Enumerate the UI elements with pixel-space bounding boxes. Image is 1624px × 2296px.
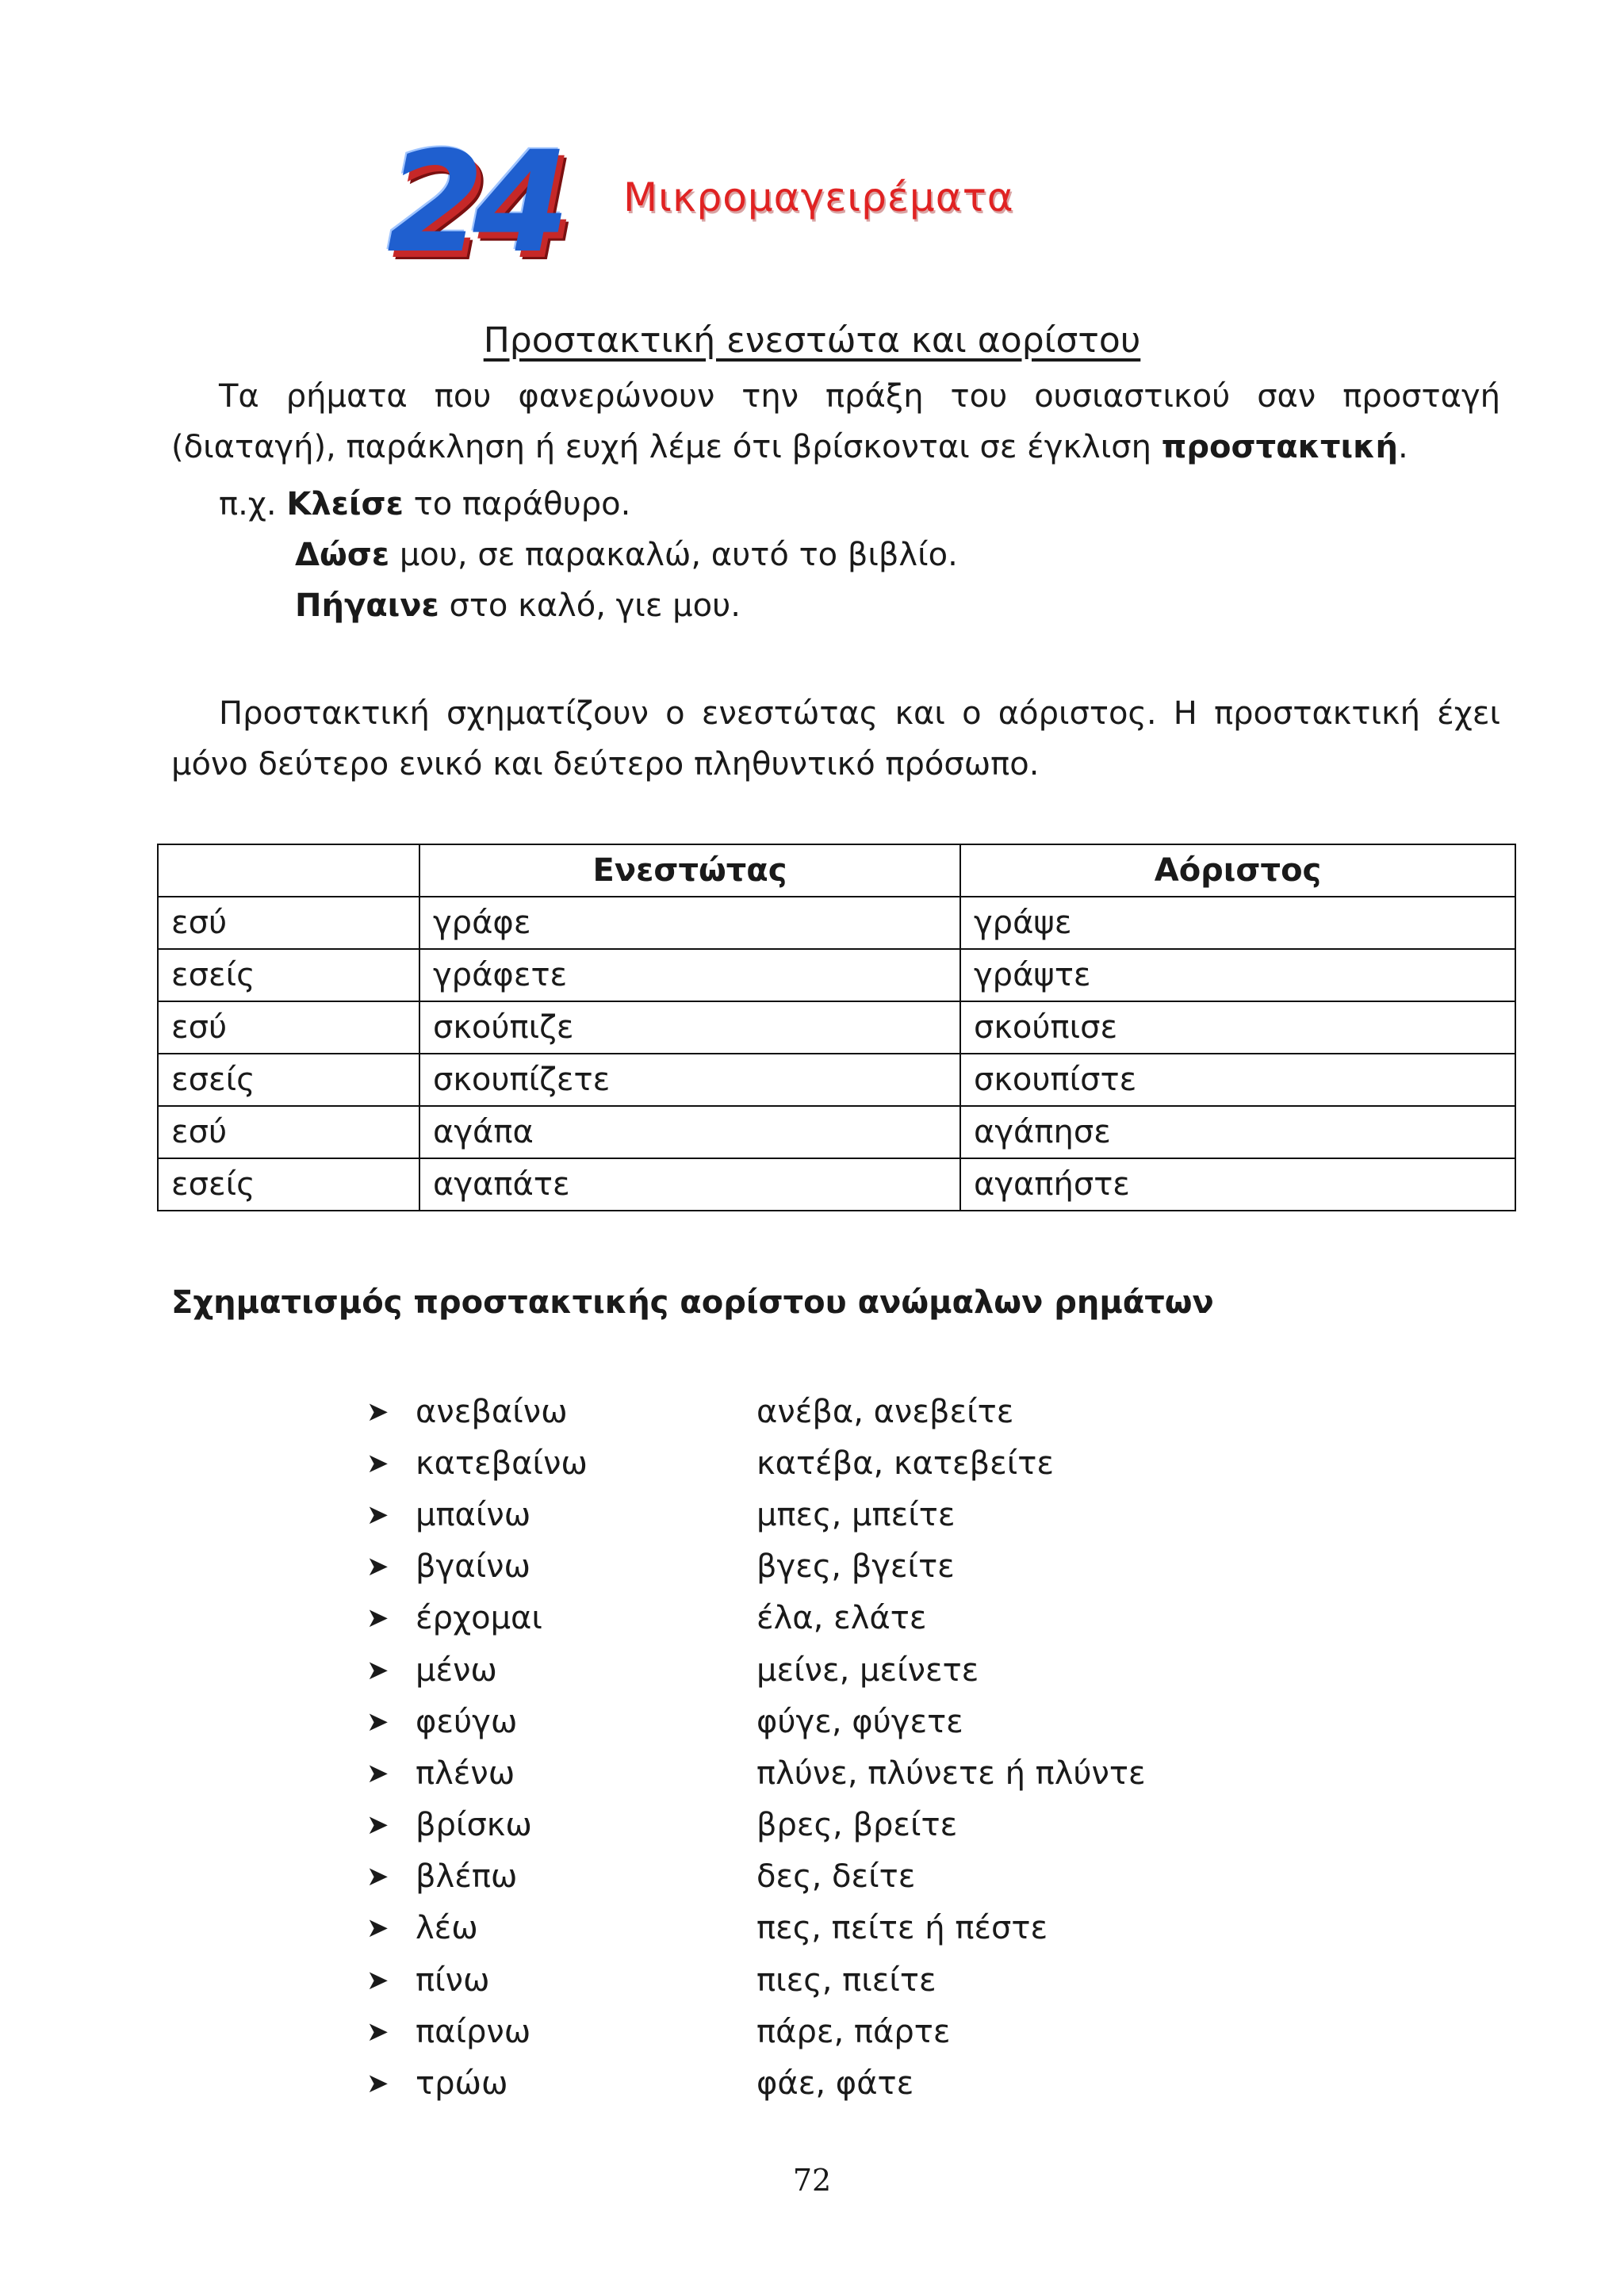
table-header-aorist: Αόριστος xyxy=(960,844,1515,897)
verb-name: έρχομαι xyxy=(416,1600,542,1637)
example-3-rest: στο καλό, γιε μου. xyxy=(439,587,741,624)
arrow-bullet-icon: ➤ xyxy=(366,1498,389,1531)
table-cell-present: σκούπιζε xyxy=(419,1001,960,1054)
table-row xyxy=(158,1158,1515,1211)
list-item xyxy=(366,1489,1397,1540)
table-header-row xyxy=(158,844,1515,897)
verb-name: παίρνω xyxy=(416,2013,531,2050)
list-item xyxy=(366,1851,1397,1903)
table-cell-present: αγαπάτε xyxy=(419,1158,960,1211)
verb-imperative-forms: φάε, φάτε xyxy=(756,2065,914,2103)
verb-imperative-forms: έλα, ελάτε xyxy=(756,1600,927,1637)
paragraph-2-line-1: Προστακτική σχηματίζουν ο ενεστώτας και ο αόριστος. Η προστακτική έχει xyxy=(219,695,1500,732)
page-number: 72 xyxy=(792,2163,832,2198)
table-cell-person: εσείς xyxy=(158,949,419,1001)
verb-name: φεύγω xyxy=(416,1703,518,1740)
list-item xyxy=(366,1593,1397,1644)
table-cell-person: εσείς xyxy=(158,1158,419,1211)
arrow-bullet-icon: ➤ xyxy=(366,1964,389,1996)
verb-imperative-forms: βρες, βρείτε xyxy=(756,1807,958,1844)
verb-imperative-forms: μείνε, μείνετε xyxy=(756,1651,979,1689)
list-item xyxy=(366,1800,1397,1851)
list-item xyxy=(366,1903,1397,1954)
list-item xyxy=(366,1437,1397,1489)
table-cell-present: γράφετε xyxy=(419,949,960,1001)
list-item xyxy=(366,1541,1397,1593)
arrow-bullet-icon: ➤ xyxy=(366,1861,389,1893)
arrow-bullet-icon: ➤ xyxy=(366,1602,389,1635)
intro-line-2-text: (διαταγή), παράκληση ή ευχή λέμε ότι βρίσκονται σε έγκλιση xyxy=(171,429,1151,465)
chapter-number: 24 xyxy=(387,121,559,284)
verb-name: κατεβαίνω xyxy=(416,1445,588,1482)
verb-imperative-forms: πιες, πιείτε xyxy=(756,1961,936,1999)
table-cell-present: γράφε xyxy=(419,897,960,949)
verb-name: βγαίνω xyxy=(416,1548,530,1586)
arrow-bullet-icon: ➤ xyxy=(366,2015,389,2048)
verb-name: τρώω xyxy=(416,2065,508,2103)
verb-imperative-forms: πες, πείτε ή πέστε xyxy=(756,1910,1048,1947)
list-item xyxy=(366,2057,1397,2109)
list-item xyxy=(366,1954,1397,2006)
table-cell-person: εσύ xyxy=(158,1106,419,1158)
verb-imperative-forms: κατέβα, κατεβείτε xyxy=(756,1445,1054,1482)
term-imperative: προστακτική xyxy=(1161,429,1399,465)
arrow-bullet-icon: ➤ xyxy=(366,2068,389,2100)
example-3-verb: Πήγαινε xyxy=(295,587,439,624)
example-1-verb: Κλείσε xyxy=(286,486,404,522)
example-2-rest: μου, σε παρακαλώ, αυτό το βιβλίο. xyxy=(389,537,958,573)
arrow-bullet-icon: ➤ xyxy=(366,1705,389,1738)
verb-imperative-forms: πλύνε, πλύνετε ή πλύντε xyxy=(756,1755,1146,1792)
table-cell-present: σκουπίζετε xyxy=(419,1054,960,1106)
arrow-bullet-icon: ➤ xyxy=(366,1654,389,1686)
table-cell-aorist: αγάπησε xyxy=(960,1106,1515,1158)
table-row xyxy=(158,897,1515,949)
verb-name: λέω xyxy=(416,1910,478,1947)
table-cell-aorist: σκούπισε xyxy=(960,1001,1515,1054)
table-cell-person: εσύ xyxy=(158,1001,419,1054)
table-cell-aorist: γράψε xyxy=(960,897,1515,949)
table-cell-person: εσύ xyxy=(158,897,419,949)
table-cell-aorist: γράψτε xyxy=(960,949,1515,1001)
verb-imperative-forms: δες, δείτε xyxy=(756,1858,916,1896)
example-1-rest: το παράθυρο. xyxy=(403,486,631,522)
arrow-bullet-icon: ➤ xyxy=(366,1395,389,1428)
irregular-verbs-list xyxy=(366,1386,1397,2110)
intro-line-1: Τα ρήματα που φανερώνουν την πράξη του ουσιαστικού σαν προσταγή xyxy=(219,378,1500,415)
verb-imperative-forms: φύγε, φύγετε xyxy=(756,1703,963,1740)
arrow-bullet-icon: ➤ xyxy=(366,1757,389,1789)
table-row xyxy=(158,1106,1515,1158)
arrow-bullet-icon: ➤ xyxy=(366,1447,389,1479)
table-header-person xyxy=(158,844,419,897)
table-row xyxy=(158,1054,1515,1106)
verb-name: ανεβαίνω xyxy=(416,1393,568,1430)
arrow-bullet-icon: ➤ xyxy=(366,1809,389,1842)
verb-imperative-forms: βγες, βγείτε xyxy=(756,1548,955,1586)
list-item xyxy=(366,1696,1397,1747)
example-1 xyxy=(219,485,630,523)
verb-imperative-forms: πάρε, πάρτε xyxy=(756,2013,951,2050)
table-row xyxy=(158,1001,1515,1054)
section-title: Προστακτική ενεστώτα και αορίστου xyxy=(483,320,1141,361)
list-item xyxy=(366,1386,1397,1437)
table-cell-aorist: αγαπήστε xyxy=(960,1158,1515,1211)
table-cell-aorist: σκουπίστε xyxy=(960,1054,1515,1106)
verb-name: μένω xyxy=(416,1651,497,1689)
irregular-verbs-heading: Σχηματισμός προστακτικής αορίστου ανώμαλων ρημάτων xyxy=(171,1284,1214,1321)
verb-imperative-forms: ανέβα, ανεβείτε xyxy=(756,1393,1014,1430)
intro-line-2 xyxy=(171,428,1408,466)
example-3 xyxy=(295,587,741,625)
verb-name: βρίσκω xyxy=(416,1807,532,1844)
table-header-present: Ενεστώτας xyxy=(419,844,960,897)
intro-line-2-end: . xyxy=(1398,429,1408,465)
table-row xyxy=(158,949,1515,1001)
arrow-bullet-icon: ➤ xyxy=(366,1912,389,1945)
table-cell-present: αγάπα xyxy=(419,1106,960,1158)
list-item xyxy=(366,1644,1397,1696)
chapter-title: Μικρομαγειρέματα xyxy=(623,174,1014,220)
example-1-prefix: π.χ. xyxy=(219,486,287,522)
verb-name: πίνω xyxy=(416,1961,490,1999)
example-2 xyxy=(295,536,958,574)
list-item xyxy=(366,2006,1397,2057)
verb-imperative-forms: μπες, μπείτε xyxy=(756,1496,956,1533)
verb-name: μπαίνω xyxy=(416,1496,531,1533)
list-item xyxy=(366,1747,1397,1799)
verb-name: βλέπω xyxy=(416,1858,518,1896)
arrow-bullet-icon: ➤ xyxy=(366,1551,389,1583)
verb-name: πλένω xyxy=(416,1755,515,1792)
conjugation-table xyxy=(157,844,1516,1211)
example-2-verb: Δώσε xyxy=(295,537,390,573)
table-cell-person: εσείς xyxy=(158,1054,419,1106)
paragraph-2-line-2: μόνο δεύτερο ενικό και δεύτερο πληθυντικό πρόσωπο. xyxy=(171,746,1040,783)
